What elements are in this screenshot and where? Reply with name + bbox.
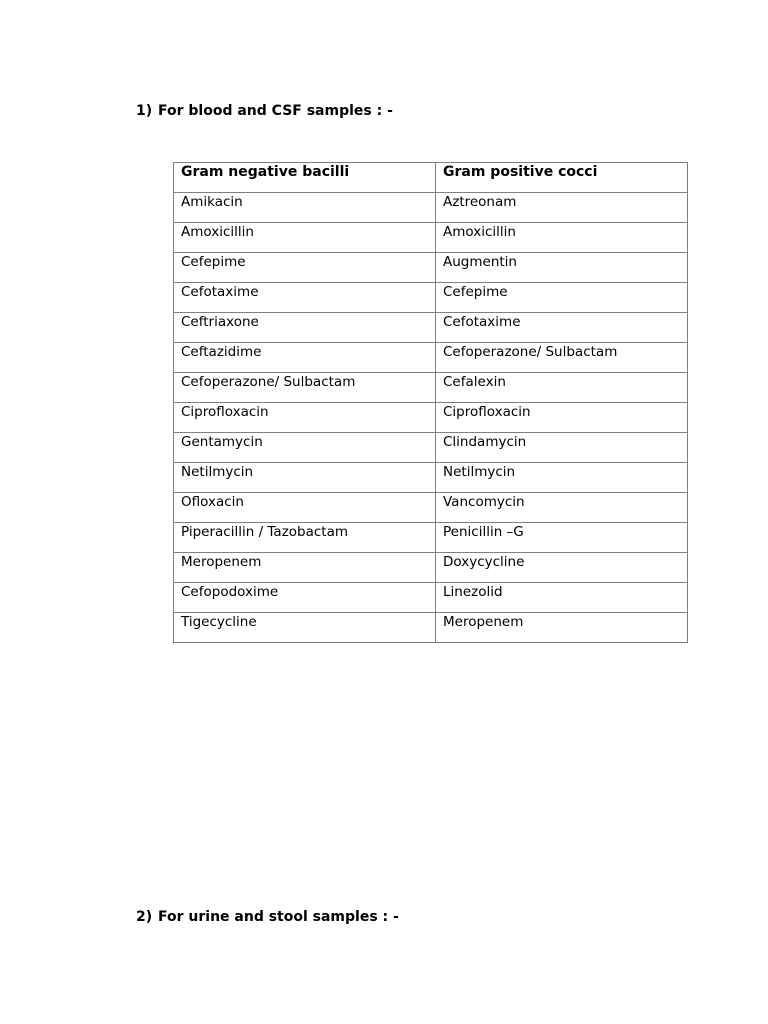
- gram-positive-cell: Clindamycin: [436, 433, 688, 463]
- gram-positive-cell: Vancomycin: [436, 493, 688, 523]
- gram-negative-cell: Tigecycline: [174, 613, 436, 643]
- gram-positive-cell: Cefalexin: [436, 373, 688, 403]
- gram-negative-cell: Cefotaxime: [174, 283, 436, 313]
- section-2-title: For urine and stool samples : -: [158, 909, 399, 925]
- gram-positive-cell: Cefoperazone/ Sulbactam: [436, 343, 688, 373]
- table-row: [174, 373, 688, 403]
- table-row: [174, 463, 688, 493]
- table-row: [174, 553, 688, 583]
- gram-positive-cell: Augmentin: [436, 253, 688, 283]
- gram-positive-cell: Doxycycline: [436, 553, 688, 583]
- gram-positive-cell: Ciprofloxacin: [436, 403, 688, 433]
- gram-negative-cell: Gentamycin: [174, 433, 436, 463]
- gram-negative-cell: Meropenem: [174, 553, 436, 583]
- gram-positive-cell: Linezolid: [436, 583, 688, 613]
- gram-negative-cell: Piperacillin / Tazobactam: [174, 523, 436, 553]
- table-row: [174, 583, 688, 613]
- table-row: [174, 343, 688, 373]
- gram-negative-cell: Cefopodoxime: [174, 583, 436, 613]
- gram-positive-cell: Amoxicillin: [436, 223, 688, 253]
- table-row: [174, 613, 688, 643]
- gram-negative-cell: Cefepime: [174, 253, 436, 283]
- section-1-heading: [136, 102, 393, 120]
- section-1-number: 1): [136, 103, 153, 119]
- gram-positive-cell: Aztreonam: [436, 193, 688, 223]
- gram-negative-cell: Ceftriaxone: [174, 313, 436, 343]
- gram-positive-cell: Cefepime: [436, 283, 688, 313]
- table-row: [174, 403, 688, 433]
- antibiotic-table: [173, 162, 688, 643]
- gram-positive-cell: Cefotaxime: [436, 313, 688, 343]
- header-gram-negative: Gram negative bacilli: [174, 163, 436, 193]
- table-row: [174, 313, 688, 343]
- table-header-row: [174, 163, 688, 193]
- gram-negative-cell: Amoxicillin: [174, 223, 436, 253]
- table-row: [174, 433, 688, 463]
- table-row: [174, 283, 688, 313]
- table-row: [174, 223, 688, 253]
- gram-positive-cell: Penicillin –G: [436, 523, 688, 553]
- gram-negative-cell: Amikacin: [174, 193, 436, 223]
- section-1-title: For blood and CSF samples : -: [158, 103, 393, 119]
- gram-negative-cell: Cefoperazone/ Sulbactam: [174, 373, 436, 403]
- table-row: [174, 193, 688, 223]
- table-row: [174, 253, 688, 283]
- table-row: [174, 523, 688, 553]
- gram-positive-cell: Netilmycin: [436, 463, 688, 493]
- table-row: [174, 493, 688, 523]
- gram-negative-cell: Ceftazidime: [174, 343, 436, 373]
- section-2-heading: [136, 908, 399, 926]
- gram-negative-cell: Ciprofloxacin: [174, 403, 436, 433]
- header-gram-positive: Gram positive cocci: [436, 163, 688, 193]
- section-2-number: 2): [136, 909, 153, 925]
- gram-negative-cell: Ofloxacin: [174, 493, 436, 523]
- gram-negative-cell: Netilmycin: [174, 463, 436, 493]
- gram-positive-cell: Meropenem: [436, 613, 688, 643]
